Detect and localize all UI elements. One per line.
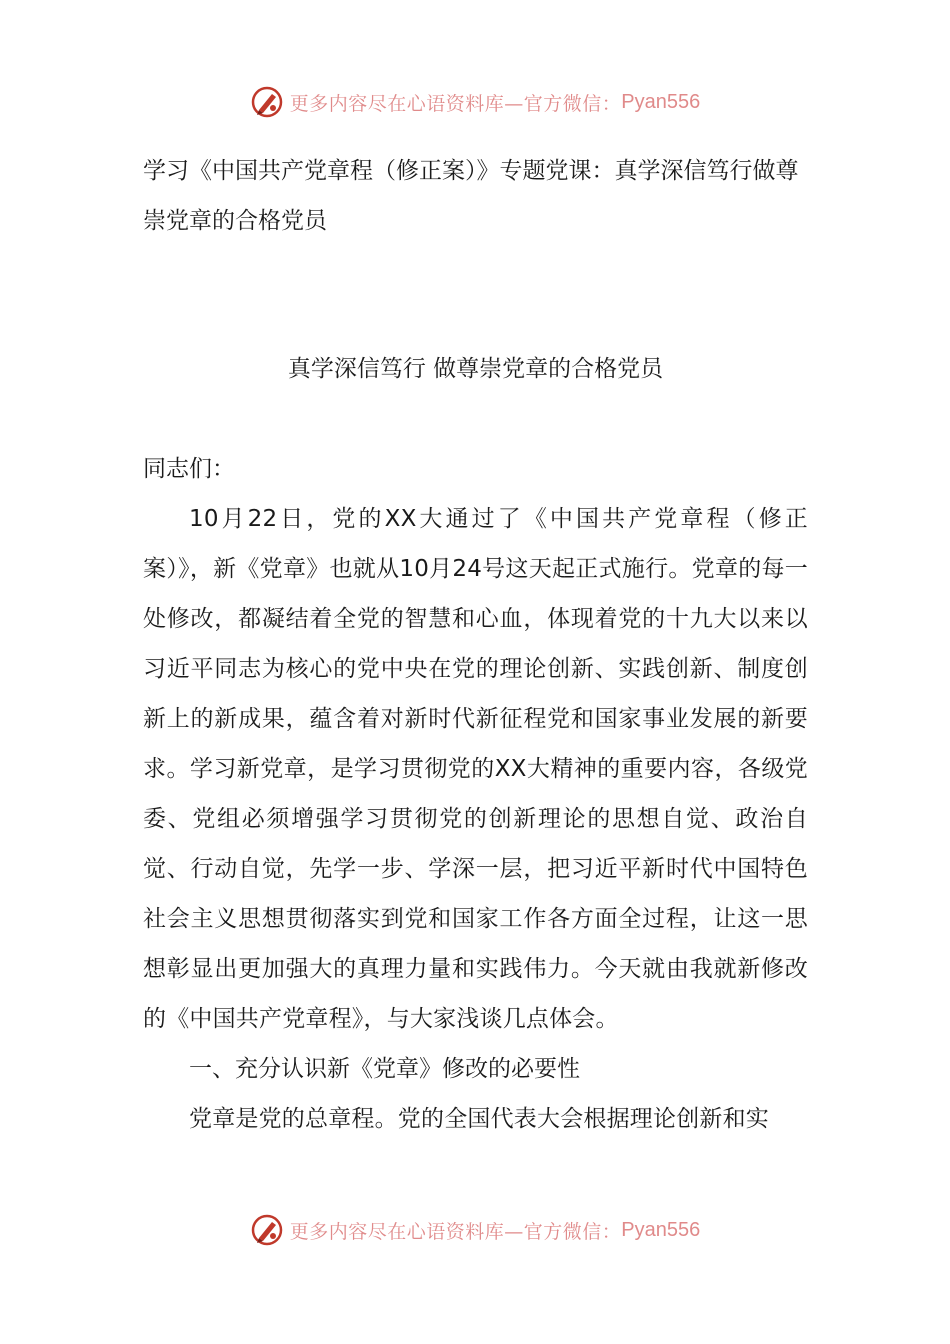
watermark-wechat-id: Pyan556 (621, 1218, 701, 1241)
paragraph-section-1: 党章是党的总章程。党的全国代表大会根据理论创新和实 (189, 1106, 769, 1132)
section-heading-1: 一、充分认识新《党章》修改的必要性 (189, 1056, 580, 1082)
watermark-banner-bottom (0, 1208, 950, 1252)
pen-logo-icon (250, 1213, 284, 1247)
watermark-banner-top (0, 80, 950, 124)
speech-subtitle: 真学深信笃行 做尊崇党章的合格党员 (287, 356, 664, 382)
paragraph-intro: 10月22日，党的XX大通过了《中国共产党章程（修正案）》，新《党章》也就从10月24号这天起正式施行。党章的每一处修改，都凝结着全党的智慧和心血，体现着党的十九大以来以习近平同志为核心的党中央在党的理论创新、实践创新、制度创新上的新成果，蕴含着对新时代新征程党和国家事业发展的新要求。学习新党章，是学习贯彻党的XX大精神的重要内容，各级党委、党组必须增强学习贯彻党的创新理论的思想自觉、政治自觉、行动自觉，先学一步、学深一层，把习近平新时代中国特色社会主义思想贯彻落实到党和国家工作各方面全过程，让这一思想彰显出更加强大的真理力量和实践伟力。今天就由我就新修改的《中国共产党章程》，与大家浅谈几点体会。 (143, 506, 808, 1032)
greeting: 同志们： (143, 456, 235, 482)
document-body (143, 146, 808, 1144)
watermark-wechat-id: Pyan556 (621, 90, 701, 113)
watermark-text: 更多内容尽在心语资料库—官方微信： (289, 1220, 622, 1243)
watermark-text: 更多内容尽在心语资料库—官方微信： (289, 92, 622, 115)
pen-logo-icon (250, 85, 284, 119)
document-title: 学习《中国共产党章程（修正案）》专题党课：真学深信笃行做尊崇党章的合格党员 (143, 158, 799, 234)
